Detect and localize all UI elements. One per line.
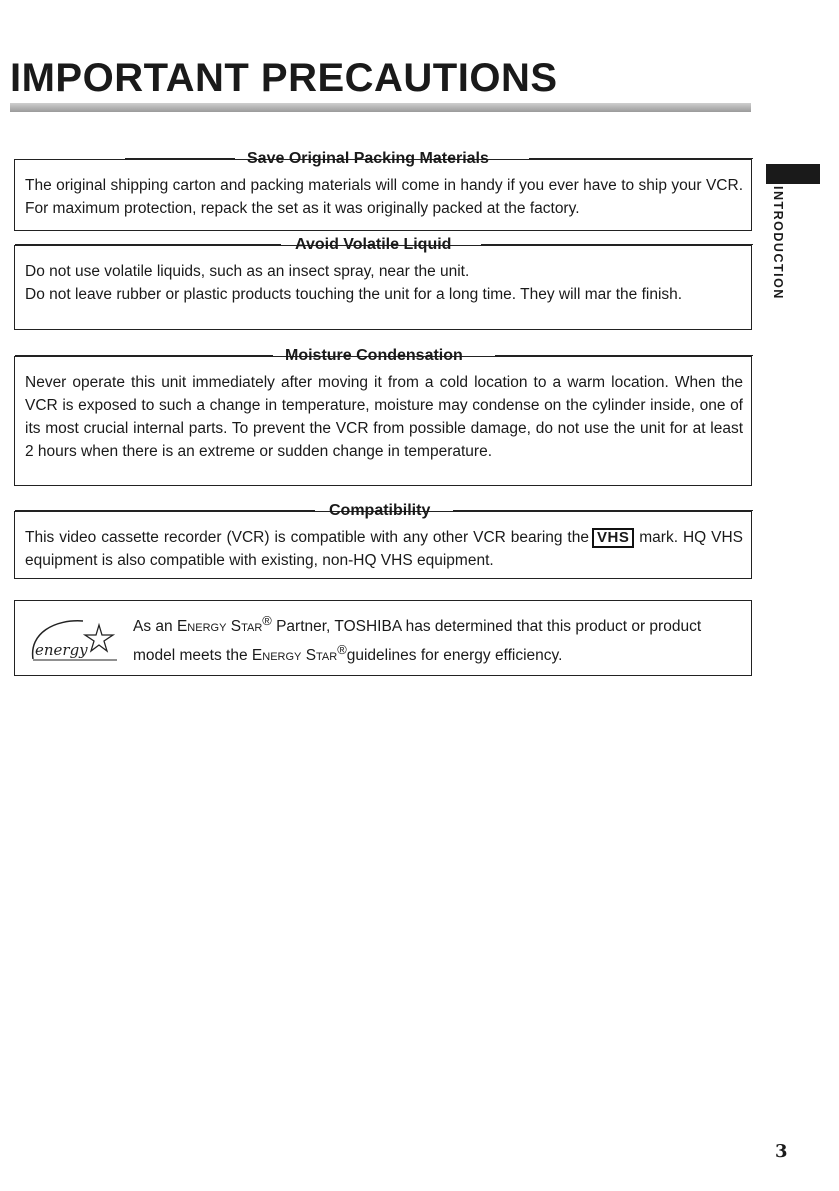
compat-text <box>25 526 743 572</box>
liquid-line-1: Do not use volatile liquids, such as an insect spray, near the unit. <box>25 263 470 280</box>
heading-rule-left <box>15 355 273 356</box>
heading-rule-right <box>481 244 753 245</box>
section-body <box>25 371 743 463</box>
section-heading: Moisture Condensation <box>285 347 463 364</box>
page-number: 3 <box>775 1141 788 1162</box>
section-heading: Compatibility <box>329 502 431 519</box>
section-body <box>25 174 743 220</box>
section-heading-row <box>15 235 751 255</box>
star-word: Star <box>305 647 338 665</box>
section-side-label: INTRODUCTION <box>771 186 785 300</box>
section-energy-star <box>14 600 752 676</box>
heading-rule-left <box>15 510 315 511</box>
liquid-line-2: Do not leave rubber or plastic products touching the unit for a long time. They will mar the finish. <box>25 286 683 303</box>
energy-logo-text: energy <box>35 641 88 659</box>
energy-word: Energy <box>176 618 227 636</box>
vhs-logo: VHS <box>592 528 634 548</box>
energy-text-part: guidelines for energy efficiency. <box>346 647 563 665</box>
energy-star-text <box>133 609 743 667</box>
section-body <box>25 526 743 572</box>
heading-rule-left <box>125 158 235 159</box>
packing-text: The original shipping carton and packing materials will come in handy if you ever have to ship your VCR. For maximum protection, repack the set as it was originally packed at the factory. <box>25 177 743 217</box>
section-compatibility <box>14 502 752 579</box>
section-heading: Avoid Volatile Liquid <box>295 236 452 253</box>
star-word: Star <box>230 618 263 636</box>
heading-rule-right <box>529 158 753 159</box>
section-packing <box>14 150 752 231</box>
registered-mark: ® <box>262 613 272 628</box>
compat-text-after: mark. HQ VHS equipment is also compatible with existing, non-HQ VHS equipment. <box>25 529 743 569</box>
heading-rule-left <box>15 244 281 245</box>
heading-rule-right <box>453 510 753 511</box>
section-tab-marker <box>766 164 820 184</box>
title-underline <box>10 103 751 112</box>
energy-word: Energy <box>251 647 302 665</box>
section-moisture <box>14 347 752 486</box>
heading-rule-right <box>495 355 753 356</box>
moisture-text: Never operate this unit immediately after moving it from a cold location to a warm location. When the VCR is exposed to such a change in temperature, moisture may condense on the cylinder inside, one of its most crucial internal parts. To prevent the VCR from possible damage, do not use the unit for at least 2 hours when there is an extreme or sudden change in temperature. <box>25 374 743 460</box>
section-heading-row <box>15 149 751 169</box>
energy-text-part: Partner, TOSHIBA has determined that this product or product model meets the <box>133 618 702 665</box>
compat-text-before: This video cassette recorder (VCR) is compatible with any other VCR bearing the <box>25 529 589 546</box>
section-heading-row <box>15 501 751 521</box>
energy-star-logo <box>25 613 121 663</box>
section-body <box>25 260 743 306</box>
page-title: IMPORTANT PRECAUTIONS <box>10 56 558 100</box>
energy-text-part: As an <box>133 618 177 636</box>
section-heading: Save Original Packing Materials <box>247 150 489 167</box>
section-heading-row <box>15 346 751 366</box>
section-liquid <box>14 236 752 330</box>
registered-mark: ® <box>337 642 347 658</box>
